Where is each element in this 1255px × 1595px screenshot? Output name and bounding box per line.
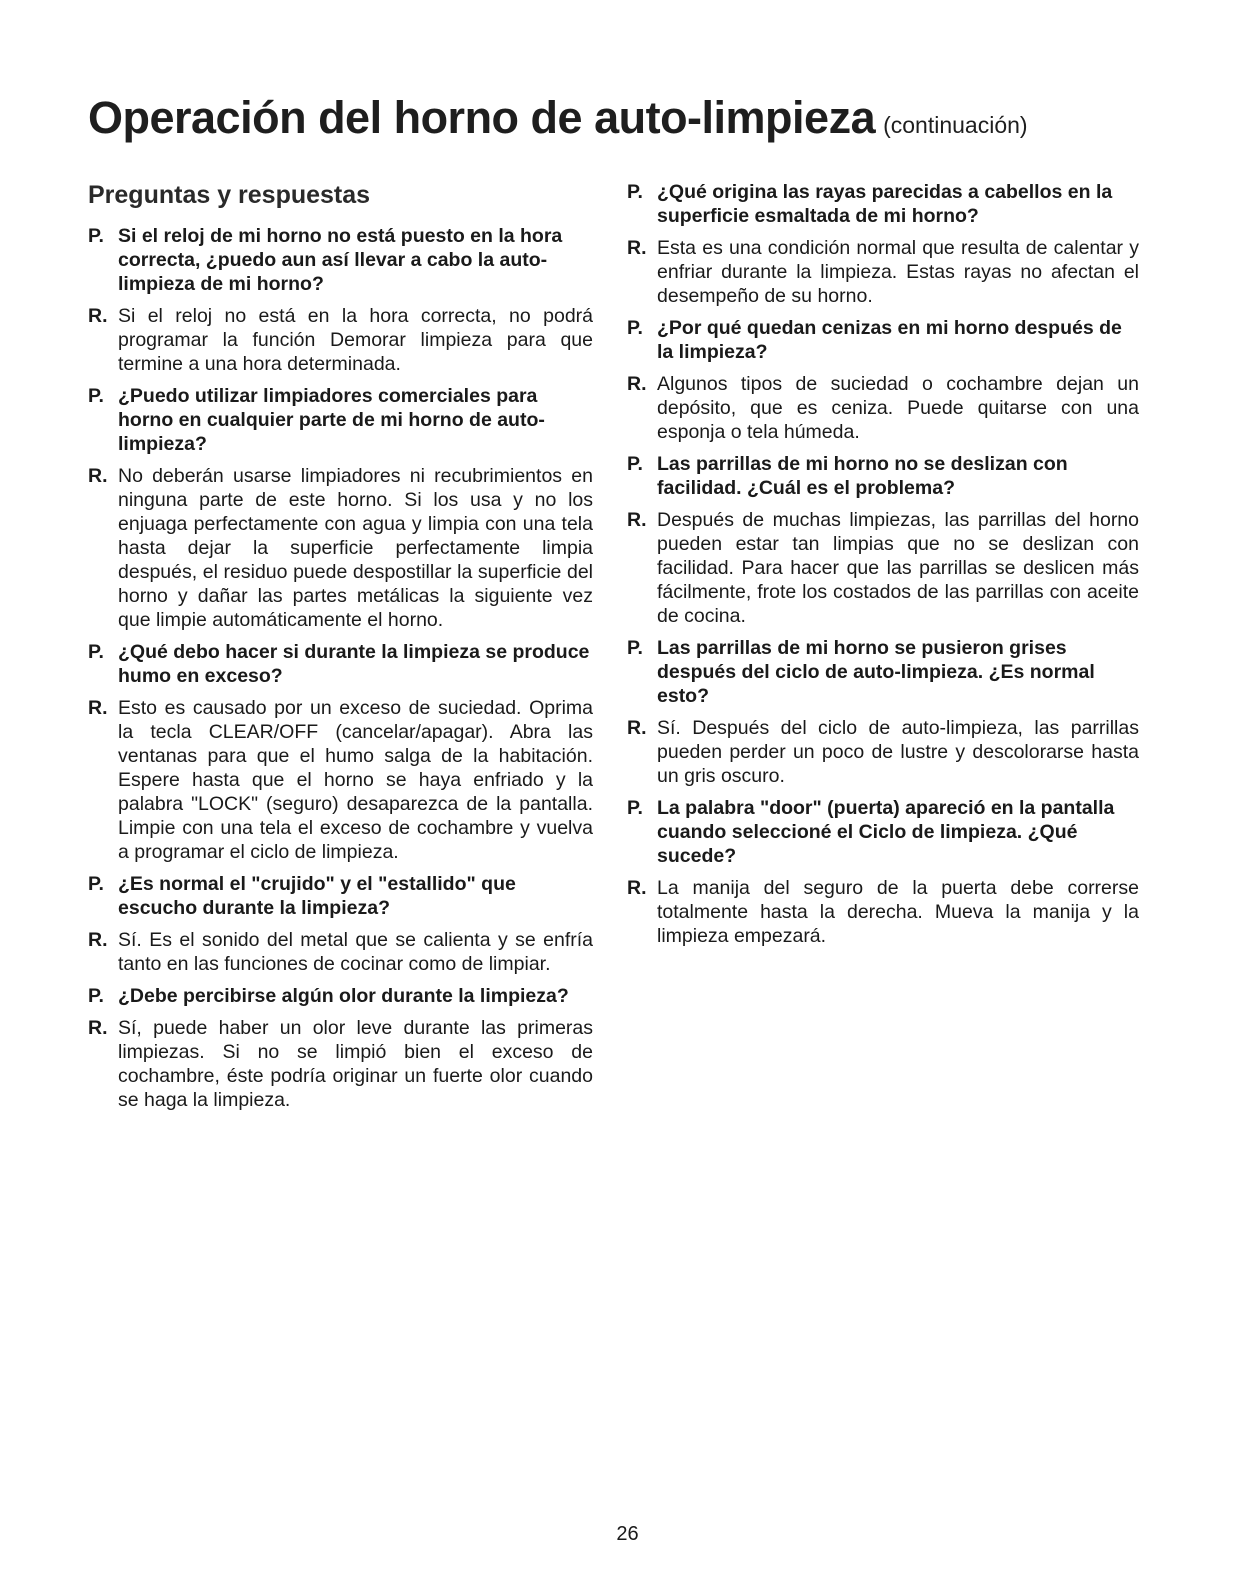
- answer-marker: R.: [627, 373, 647, 395]
- question-text: Si el reloj de mi horno no está puesto en la hora correcta, ¿puedo aun así llevar a cabo la auto-limpieza de mi horno?: [118, 225, 563, 295]
- question-item: [627, 180, 1139, 228]
- answer-text: Sí. Después del ciclo de auto-limpieza, las parrillas pueden perder un poco de lustre y descolorarse hasta un gris oscuro.: [657, 717, 1139, 787]
- question-item: [88, 224, 593, 296]
- question-marker: P.: [627, 453, 643, 475]
- question-item: [88, 872, 593, 920]
- question-marker: P.: [627, 637, 643, 659]
- question-item: [88, 984, 593, 1008]
- question-marker: P.: [88, 385, 104, 407]
- question-item: [88, 640, 593, 688]
- answer-item: [627, 372, 1139, 444]
- answer-item: [88, 696, 593, 864]
- answer-marker: R.: [88, 1017, 108, 1039]
- page-number: 26: [616, 1523, 639, 1545]
- answer-text: Sí, puede haber un olor leve durante las primeras limpiezas. Si no se limpió bien el exceso de cochambre, éste podría originar un fuerte olor cuando se haga la limpieza.: [118, 1017, 593, 1111]
- answer-marker: R.: [88, 929, 108, 951]
- answer-text: Si el reloj no está en la hora correcta, no podrá programar la función Demorar limpieza para que termine a una hora determinada.: [118, 305, 593, 375]
- answer-item: [627, 508, 1139, 628]
- page-title: [88, 92, 1028, 144]
- answer-marker: R.: [627, 509, 647, 531]
- right-column: [627, 180, 1139, 956]
- left-qa-list: [88, 224, 593, 1112]
- answer-item: [88, 1016, 593, 1112]
- answer-text: Algunos tipos de suciedad o cochambre dejan un depósito, que es ceniza. Puede quitarse con una esponja o tela húmeda.: [657, 373, 1139, 443]
- question-text: ¿Por qué quedan cenizas en mi horno después de la limpieza?: [657, 317, 1122, 363]
- answer-text: Esta es una condición normal que resulta de calentar y enfriar durante la limpieza. Estas rayas no afectan el desempeño de su horno.: [657, 237, 1139, 307]
- left-column: [88, 180, 593, 1120]
- question-marker: P.: [88, 873, 104, 895]
- answer-text: Después de muchas limpiezas, las parrillas del horno pueden estar tan limpias que no se deslizan con facilidad. Para hacer que las parrillas se deslicen más fácilmente, frote los costados de las parrillas con aceite de cocina.: [657, 509, 1139, 627]
- question-text: La palabra "door" (puerta) apareció en la pantalla cuando seleccioné el Ciclo de limpieza. ¿Qué sucede?: [657, 797, 1115, 867]
- answer-text: No deberán usarse limpiadores ni recubrimientos en ninguna parte de este horno. Si los usa y no los enjuaga perfectamente con agua y limpia con una tela hasta dejar la superficie perfectamente limpia después, el residuo puede despostillar la superficie del horno y dañar las partes metálicas la siguiente vez que limpie automáticamente el horno.: [118, 465, 593, 631]
- page-title-main: Operación del horno de auto-limpieza: [88, 92, 876, 143]
- question-item: [627, 452, 1139, 500]
- right-qa-list: [627, 180, 1139, 948]
- answer-marker: R.: [88, 465, 108, 487]
- answer-marker: R.: [627, 717, 647, 739]
- answer-item: [88, 304, 593, 376]
- question-text: ¿Debe percibirse algún olor durante la limpieza?: [118, 985, 569, 1007]
- answer-item: [88, 928, 593, 976]
- answer-item: [627, 236, 1139, 308]
- question-marker: P.: [88, 225, 104, 247]
- question-item: [627, 796, 1139, 868]
- question-marker: P.: [627, 797, 643, 819]
- question-item: [88, 384, 593, 456]
- question-marker: P.: [88, 985, 104, 1007]
- question-text: ¿Qué origina las rayas parecidas a cabellos en la superficie esmaltada de mi horno?: [657, 181, 1113, 227]
- question-item: [627, 316, 1139, 364]
- section-heading: Preguntas y respuestas: [88, 181, 371, 209]
- answer-text: Esto es causado por un exceso de suciedad. Oprima la tecla CLEAR/OFF (cancelar/apagar). Abra las ventanas para que el humo salga de la habitación. Espere hasta que el horno se haya enfriado y la palabra "LOCK" (seguro) desaparezca de la pantalla. Limpie con una tela el exceso de cochambre y vuelva a programar el ciclo de limpieza.: [118, 697, 593, 863]
- answer-marker: R.: [88, 697, 108, 719]
- question-marker: P.: [88, 641, 104, 663]
- answer-marker: R.: [88, 305, 108, 327]
- question-marker: P.: [627, 317, 643, 339]
- answer-item: [88, 464, 593, 632]
- question-marker: P.: [627, 181, 643, 203]
- question-text: Las parrillas de mi horno se pusieron grises después del ciclo de auto-limpieza. ¿Es normal esto?: [657, 637, 1095, 707]
- answer-marker: R.: [627, 877, 647, 899]
- question-text: Las parrillas de mi horno no se deslizan con facilidad. ¿Cuál es el problema?: [657, 453, 1068, 499]
- answer-marker: R.: [627, 237, 647, 259]
- question-text: ¿Es normal el "crujido" y el "estallido" que escucho durante la limpieza?: [118, 873, 516, 919]
- question-item: [627, 636, 1139, 708]
- page-title-continuation: (continuación): [883, 112, 1028, 138]
- answer-item: [627, 716, 1139, 788]
- answer-text: La manija del seguro de la puerta debe correrse totalmente hasta la derecha. Mueva la manija y la limpieza empezará.: [657, 877, 1139, 947]
- question-text: ¿Puedo utilizar limpiadores comerciales para horno en cualquier parte de mi horno de auto-limpieza?: [118, 385, 545, 455]
- answer-item: [627, 876, 1139, 948]
- answer-text: Sí. Es el sonido del metal que se calienta y se enfría tanto en las funciones de cocinar como de limpiar.: [118, 929, 593, 975]
- question-text: ¿Qué debo hacer si durante la limpieza se produce humo en exceso?: [118, 641, 590, 687]
